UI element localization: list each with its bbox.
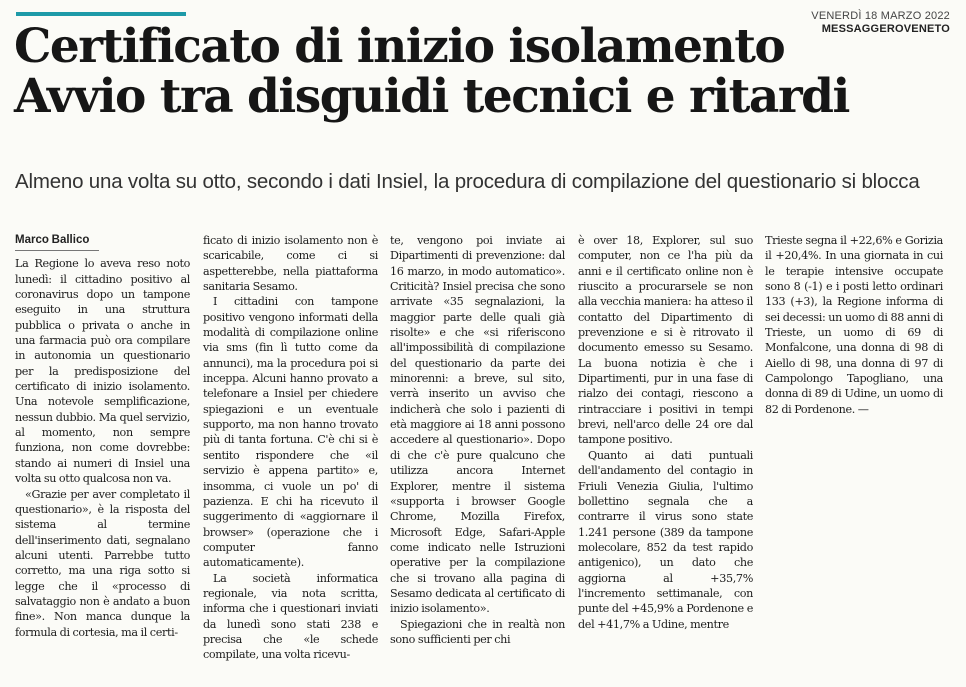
paragraph: «Grazie per aver completato il questionario», è la risposta del sistema al termine dell'inserimento dati, segnalano alcuni utenti. Parrebbe tutto corretto, ma una riga sotto si legge che il «processo di salvataggio non è andato a buon fine». Non manca dunque la formula di cortesia, ma il certi-: [15, 487, 190, 639]
accent-rule: [16, 12, 186, 16]
paragraph: I cittadini con tampone positivo vengono informati della modalità di compilazione online via sms (fin lì tutto come da annunci), ma la procedura poi si inceppa. Alcuni hanno provato a telefonare a Insiel per chiedere spiegazioni e un eventuale supporto, ma non hanno trovato più di tanta fortuna. C'è chi si è sentito rispondere che «il servizio è appena partito» e, insomma, ci vuole un po' di pazienza. E chi ha ricevuto il suggerimento di «aggiornare il browser» (operazione che i computer fanno automaticamente).: [203, 295, 378, 570]
article-column-2: [203, 233, 378, 663]
paragraph: Quanto ai dati puntuali dell'andamento del contagio in Friuli Venezia Giulia, l'ultimo bollettino segnala che a contrarre il virus sono state 1.241 persone (389 da tampone molecolare, 852 da test rapido antigenico), un dato che aggiorna al +35,7% l'incremento settimanale, con punte del +45,9% a Pordenone e del +41,7% a Udine, mentre: [578, 448, 753, 631]
byline: Marco Ballico: [15, 233, 99, 251]
headline-line-2: Avvio tra disguidi tecnici e ritardi: [14, 69, 849, 124]
headline: [14, 19, 954, 124]
article-column-4: [578, 233, 753, 632]
paragraph: Spiegazioni che in realtà non sono sufficienti per chi: [390, 617, 565, 646]
headline-line-1: Certificato di inizio isolamento: [14, 19, 785, 74]
paragraph: ficato di inizio isolamento non è scaricabile, come ci si aspetterebbe, nella piattaforma sanitaria Sesamo.: [203, 234, 378, 294]
article-column-3: [390, 233, 565, 647]
paragraph: Trieste segna il +22,6% e Gorizia il +20,4%. In una giornata in cui le terapie intensive occupate sono 8 (-1) e i posti letto ordinari 133 (+3), la Regione informa di sei decessi: un uomo di 88 anni di Trieste, un uomo di 69 di Monfalcone, una donna di 98 di Aiello di 98, una donna di 97 di Campolongo Tapogliano, una donna di 89 di Udine, un uomo di 82 di Pordenone. —: [765, 234, 943, 416]
paragraph: La società informatica regionale, via nota scritta, informa che i questionari inviati da lunedì sono stati 238 e precisa che «le schede compilate, una volta ricevu-: [203, 571, 378, 662]
subheadline: Almeno una volta su otto, secondo i dati Insiel, la procedura di compilazione del questionario si blocca: [15, 170, 920, 193]
article-column-5: [765, 233, 943, 417]
issue-date: VENERDÌ 18 MARZO 2022: [811, 10, 950, 22]
paragraph: te, vengono poi inviate ai Dipartimenti di prevenzione: dal 16 marzo, in modo automatico». Criticità? Insiel precisa che sono arrivate «35 segnalazioni, la maggior parte delle quali già risolte» e che «si riferiscono all'impossibilità di compilazione del questionario da parte dei minorenni: a breve, sul sito, verrà inserito un avviso che indicherà che solo i pazienti di età maggiore ai 18 anni possono accedere al questionario». Dopo di che c'è pure qualcuno che utilizza ancora Internet Explorer, mentre il sistema «supporta i browser Google Chrome, Mozilla Firefox, Microsoft Edge, Safari-Apple come indicato nelle Istruzioni operative per la compilazione che si trovano alla pagina di Sesamo dedicata al certificato di inizio isolamento».: [390, 234, 565, 616]
paragraph: è over 18, Explorer, sul suo computer, non ce l'ha più da anni e il certificato online non è riuscito a procurarsele se non alla vecchia maniera: ha atteso il contatto del Dipartimento di prevenzione e si è ritrovato il documento emesso su Sesamo. La buona notizia è che i Dipartimenti, pur in una fase di rialzo dei contagi, riescono a rintracciare i positivi in tempi brevi, nell'arco delle 24 ore dal tampone positivo.: [578, 234, 753, 447]
article-column-1: [15, 233, 190, 640]
paragraph: La Regione lo aveva reso noto lunedì: il cittadino positivo al coronavirus dopo un tampone eseguito in una struttura pubblica o privata o anche in una farmacia può ora compilare in autonomia un questionario per la predisposizione del certificato di inizio isolamento. Una notevole semplificazione, nessun dubbio. Ma quel servizio, al momento, non sempre funziona, non come dovrebbe: stando ai numeri di Insiel una volta su otto qualcosa non va.: [15, 257, 190, 486]
newspaper-name: MESSAGGEROVENETO: [821, 23, 950, 35]
